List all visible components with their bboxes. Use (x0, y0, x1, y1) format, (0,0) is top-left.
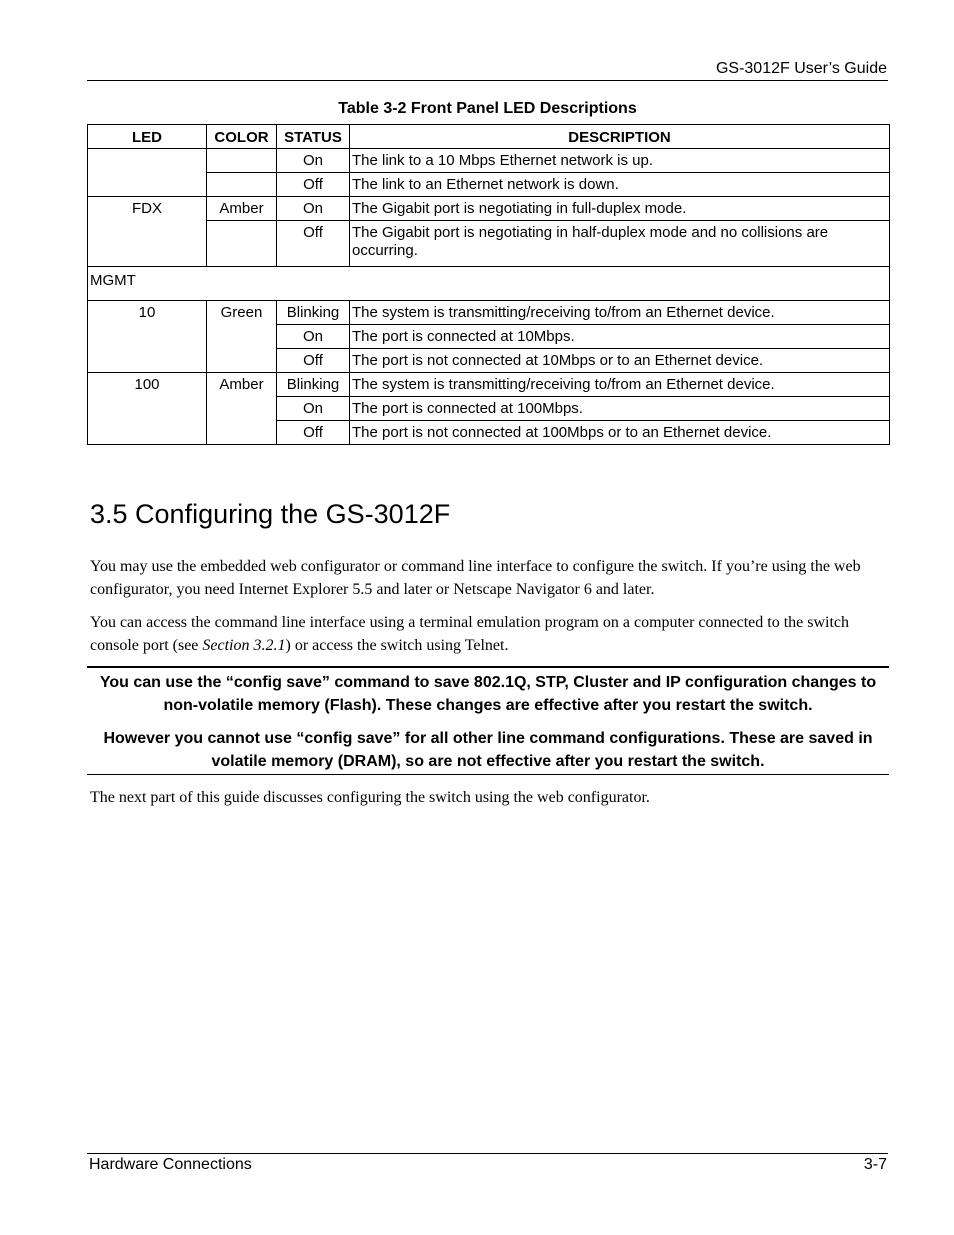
col-led: LED (88, 125, 207, 149)
cell-description: The port is connected at 100Mbps. (350, 397, 890, 421)
page-header (87, 59, 888, 81)
col-status: STATUS (277, 125, 350, 149)
cell-color: Amber (207, 373, 277, 445)
cell-color (207, 173, 277, 197)
cell-description: The system is transmitting/receiving to/from an Ethernet device. (350, 301, 890, 325)
cell-description: The link to a 10 Mbps Ethernet network is up. (350, 149, 890, 173)
table-caption: Table 3-2 Front Panel LED Descriptions (338, 100, 637, 117)
cell-color: Amber (207, 197, 277, 221)
cell-description: The link to an Ethernet network is down. (350, 173, 890, 197)
table-row (88, 149, 890, 173)
cell-description: The Gigabit port is negotiating in half-duplex mode and no collisions are occurring. (350, 221, 890, 267)
table-section-row (88, 267, 890, 301)
cell-status: On (277, 325, 350, 349)
cell-description: The port is not connected at 100Mbps or to an Ethernet device. (350, 421, 890, 445)
section-reference: Section 3.2.1 (202, 637, 286, 654)
cell-status: On (277, 149, 350, 173)
cell-status: On (277, 197, 350, 221)
chapter-name: Hardware Connections (89, 1156, 252, 1173)
cell-description: The Gigabit port is negotiating in full-duplex mode. (350, 197, 890, 221)
paragraph-text: ) or access the switch using Telnet. (285, 637, 509, 654)
table-row (88, 373, 890, 397)
cell-led: FDX (88, 197, 207, 267)
cell-led (88, 149, 207, 197)
table-row (88, 197, 890, 221)
cell-status: Off (277, 349, 350, 373)
section-label: MGMT (88, 267, 890, 301)
cell-led: 10 (88, 301, 207, 373)
cell-color (207, 221, 277, 267)
paragraph-configurator: You may use the embedded web configurator or command line interface to configure the switch. If you’re using the web configurator, you need Internet Explorer 5.5 and later or Netscape Navigator 6 and later. (90, 558, 861, 598)
col-color: COLOR (207, 125, 277, 149)
cell-status: Off (277, 421, 350, 445)
cell-status: Blinking (277, 301, 350, 325)
note-volatile-memory: However you cannot use “config save” for all other line command configurations. These are saved in volatile memory (DRAM), so are not effective after you restart the switch. (103, 730, 873, 770)
note-box (87, 666, 889, 775)
page-footer (87, 1153, 888, 1173)
paragraph-next-part: The next part of this guide discusses configuring the switch using the web configurator. (90, 789, 650, 806)
cell-status: Off (277, 173, 350, 197)
table-row (88, 173, 890, 197)
cell-status: On (277, 397, 350, 421)
paragraph-command-line (90, 611, 890, 657)
led-table (87, 124, 890, 445)
cell-description: The system is transmitting/receiving to/from an Ethernet device. (350, 373, 890, 397)
table-row (88, 221, 890, 267)
note-config-save: You can use the “config save” command to save 802.1Q, STP, Cluster and IP configuration changes to non-volatile memory (Flash). These changes are effective after you restart the switch. (99, 674, 877, 714)
cell-color: Green (207, 301, 277, 373)
table-row (88, 301, 890, 325)
paragraph-text: You can access the command line interface using a terminal emulation program on a computer connected to the switch console port (see (90, 614, 850, 654)
cell-description: The port is not connected at 10Mbps or to an Ethernet device. (350, 349, 890, 373)
cell-description: The port is connected at 10Mbps. (350, 325, 890, 349)
page-number: 3-7 (863, 1156, 887, 1173)
cell-led: 100 (88, 373, 207, 445)
col-description: DESCRIPTION (350, 125, 890, 149)
guide-title: GS-3012F User’s Guide (715, 60, 887, 77)
cell-status: Off (277, 221, 350, 267)
section-heading: 3.5 Configuring the GS-3012F (90, 499, 451, 529)
cell-status: Blinking (277, 373, 350, 397)
table-header-row (88, 125, 890, 149)
cell-color (207, 149, 277, 173)
